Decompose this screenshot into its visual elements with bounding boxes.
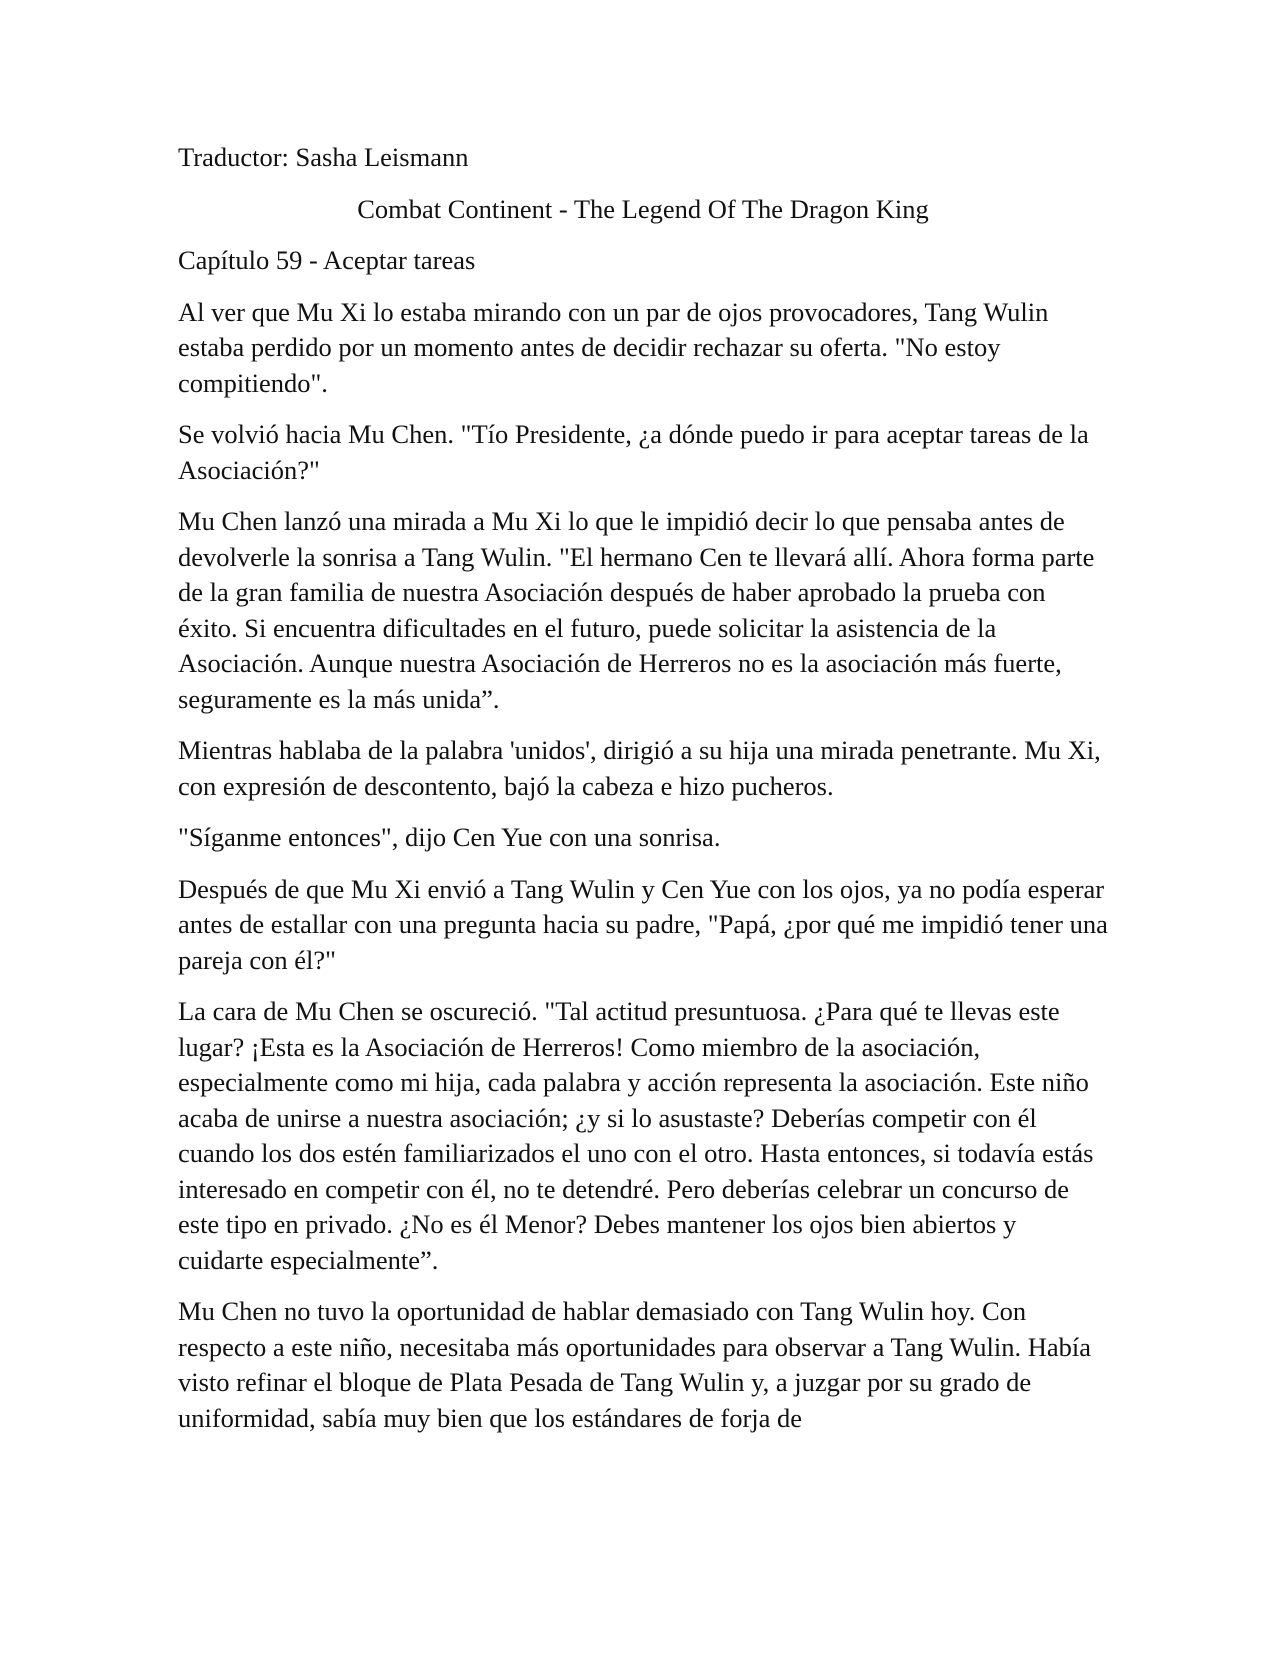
paragraph-5: "Síganme entonces", dijo Cen Yue con una sonrisa. — [178, 822, 721, 852]
document-page — [178, 140, 1108, 1452]
paragraph-4: Mientras hablaba de la palabra 'unidos', dirigió a su hija una mirada penetrante. Mu Xi, con expresión de descontento, bajó la cabeza e hizo pucheros. — [178, 735, 1101, 801]
paragraph-6: Después de que Mu Xi envió a Tang Wulin y Cen Yue con los ojos, ya no podía esperar antes de estallar con una pregunta hacia su padre, "Papá, ¿por qué me impidió tener una pareja con él?" — [178, 873, 1108, 975]
chapter-heading: Capítulo 59 - Aceptar tareas — [178, 245, 476, 275]
paragraph-2: Se volvió hacia Mu Chen. "Tío Presidente, ¿a dónde puedo ir para aceptar tareas de la Asociación?" — [178, 419, 1089, 485]
translator-credit: Traductor: Sasha Leismann — [178, 142, 469, 172]
paragraph-7: La cara de Mu Chen se oscureció. "Tal actitud presuntuosa. ¿Para qué te llevas este lugar? ¡Esta es la Asociación de Herreros! Como miembro de la asociación, especialmente como mi hija, cada palabra y acción representa la asociación. Este niño acaba de unirse a nuestra asociación; ¿y si lo asustaste? Deberías competir con él cuando los dos estén familiarizados el uno con el otro. Hasta entonces, si todavía estás interesado en competir con él, no te detendré. Pero deberías celebrar un concurso de este tipo en privado. ¿No es él Menor? Debes mantener los ojos bien abiertos y cuidarte especialmente”. — [178, 996, 1094, 1275]
paragraph-8: Mu Chen no tuvo la oportunidad de hablar demasiado con Tang Wulin hoy. Con respecto a este niño, necesitaba más oportunidades para observar a Tang Wulin. Había visto refinar el bloque de Plata Pesada de Tang Wulin y, a juzgar por su grado de uniformidad, sabía muy bien que los estándares de forja de — [178, 1296, 1091, 1433]
paragraph-1: Al ver que Mu Xi lo estaba mirando con un par de ojos provocadores, Tang Wulin estaba perdido por un momento antes de decidir rechazar su oferta. "No estoy compitiendo". — [178, 296, 1049, 398]
paragraph-3: Mu Chen lanzó una mirada a Mu Xi lo que le impidió decir lo que pensaba antes de devolverle la sonrisa a Tang Wulin. "El hermano Cen te llevará allí. Ahora forma parte de la gran familia de nuestra Asociación después de haber aprobado la prueba con éxito. Si encuentra dificultades en el futuro, puede solicitar la asistencia de la Asociación. Aunque nuestra Asociación de Herreros no es la asociación más fuerte, seguramente es la más unida”. — [178, 506, 1095, 714]
book-title: Combat Continent - The Legend Of The Dragon King — [357, 193, 929, 224]
